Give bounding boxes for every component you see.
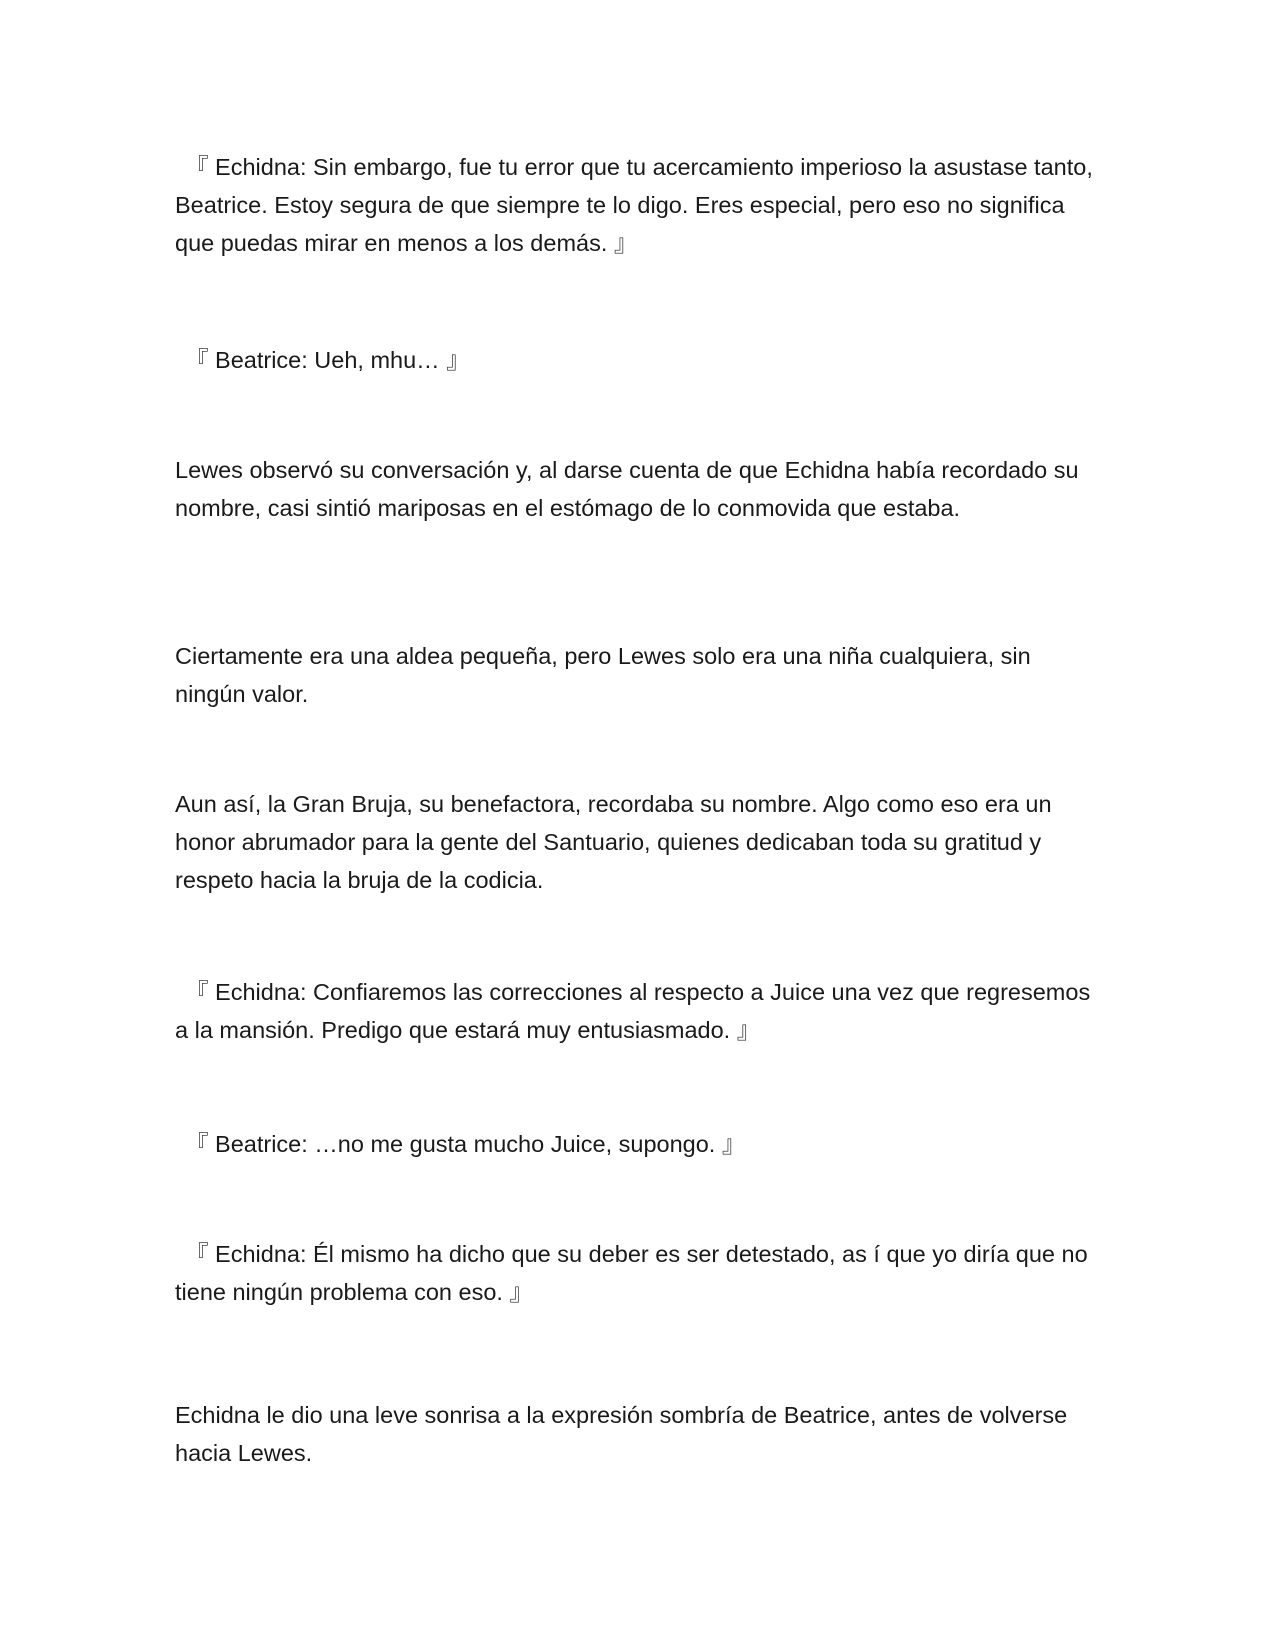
dialogue-echidna-1: 『 Echidna: Sin embargo, fue tu error que tu acercamiento imperioso la asustase tanto, Beatrice. Estoy segura de que siempre te lo digo. Eres especial, pero eso no significa que puedas mirar en menos a los demás. 』 <box>175 154 1100 256</box>
narration-paragraph-2: Ciertamente era una aldea pequeña, pero Lewes solo era una niña cualquiera, sin ningún valor. <box>175 643 1038 707</box>
dialogue-beatrice-1: 『 Beatrice: Ueh, mhu… 』 <box>185 347 470 373</box>
narration-paragraph-1: Lewes observó su conversación y, al darse cuenta de que Echidna había recordado su nombre, casi sintió mariposas en el estómago de lo conmovida que estaba. <box>175 457 1086 521</box>
dialogue-echidna-3: 『 Echidna: Él mismo ha dicho que su deber es ser detestado, as í que yo diría que no tiene ningún problema con eso. 』 <box>175 1241 1095 1305</box>
dialogue-beatrice-2: 『 Beatrice: …no me gusta mucho Juice, supongo. 』 <box>185 1131 746 1157</box>
narration-paragraph-4: Echidna le dio una leve sonrisa a la expresión sombría de Beatrice, antes de volverse hacia Lewes. <box>175 1402 1074 1466</box>
dialogue-echidna-2: 『 Echidna: Confiaremos las correcciones al respecto a Juice una vez que regresemos a la mansión. Predigo que estará muy entusiasmado. 』 <box>175 979 1097 1043</box>
narration-paragraph-3: Aun así, la Gran Bruja, su benefactora, recordaba su nombre. Algo como eso era un honor abrumador para la gente del Santuario, quienes dedicaban toda su gratitud y respeto hacia la bruja de la codicia. <box>175 791 1059 893</box>
